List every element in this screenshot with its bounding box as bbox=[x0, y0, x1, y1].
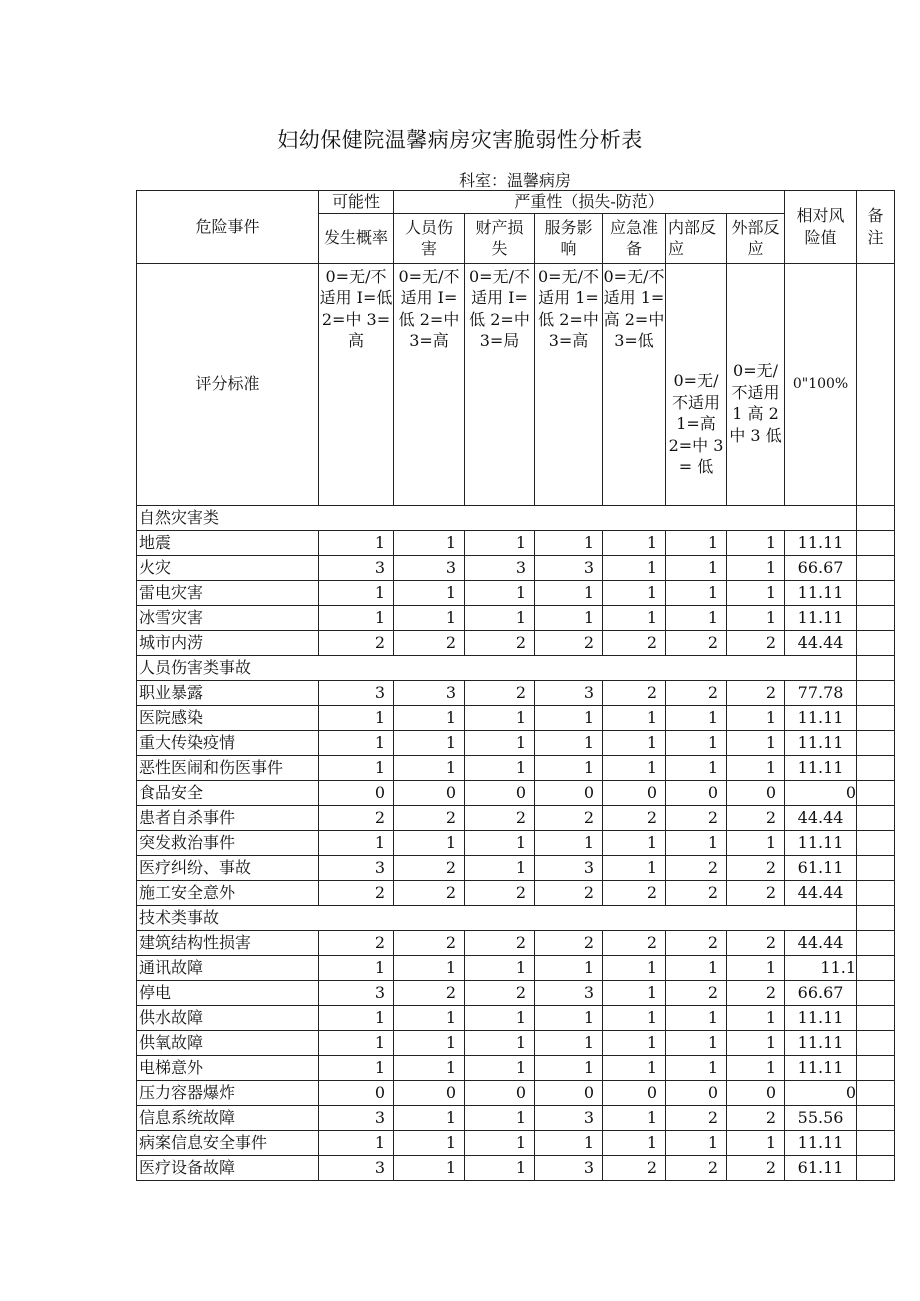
table-row bbox=[137, 580, 895, 605]
score-cell: 3 bbox=[319, 1155, 394, 1180]
score-cell: 1 bbox=[666, 1005, 727, 1030]
remark-cell bbox=[857, 680, 895, 705]
table-row bbox=[137, 530, 895, 555]
risk-value: 61.11 bbox=[785, 855, 857, 880]
score-cell: 1 bbox=[666, 580, 727, 605]
score-cell: 1 bbox=[394, 1130, 465, 1155]
score-cell: 2 bbox=[465, 680, 535, 705]
score-cell: 2 bbox=[465, 880, 535, 905]
score-cell: 1 bbox=[319, 830, 394, 855]
table-row bbox=[137, 630, 895, 655]
score-cell: 1 bbox=[603, 1130, 666, 1155]
risk-value: 77.78 bbox=[785, 680, 857, 705]
score-cell: 1 bbox=[727, 830, 785, 855]
score-cell: 1 bbox=[535, 1030, 603, 1055]
risk-value: 0 bbox=[785, 780, 857, 805]
score-cell: 1 bbox=[535, 705, 603, 730]
event-name: 医疗纠纷、事故 bbox=[137, 855, 319, 880]
score-cell: 1 bbox=[394, 1105, 465, 1130]
score-cell: 1 bbox=[727, 1130, 785, 1155]
remark-cell bbox=[857, 755, 895, 780]
score-cell: 0 bbox=[666, 1080, 727, 1105]
score-cell: 2 bbox=[319, 880, 394, 905]
score-cell: 1 bbox=[394, 730, 465, 755]
score-cell: 3 bbox=[319, 680, 394, 705]
score-cell: 1 bbox=[465, 955, 535, 980]
remark-cell bbox=[857, 1030, 895, 1055]
event-name: 职业暴露 bbox=[137, 680, 319, 705]
score-cell: 1 bbox=[535, 580, 603, 605]
score-cell: 0 bbox=[727, 780, 785, 805]
score-cell: 3 bbox=[319, 855, 394, 880]
score-cell: 1 bbox=[535, 1005, 603, 1030]
score-cell: 2 bbox=[666, 805, 727, 830]
remark-cell bbox=[857, 505, 895, 530]
score-cell: 1 bbox=[465, 705, 535, 730]
score-cell: 2 bbox=[535, 630, 603, 655]
remark-cell bbox=[857, 1130, 895, 1155]
score-cell: 1 bbox=[319, 955, 394, 980]
remark-cell bbox=[857, 555, 895, 580]
header-col-emergency-prep: 应急准备 bbox=[603, 213, 666, 263]
category-row bbox=[137, 655, 895, 680]
score-cell: 1 bbox=[319, 730, 394, 755]
risk-value: 0 bbox=[785, 1080, 857, 1105]
score-cell: 3 bbox=[319, 555, 394, 580]
score-cell: 3 bbox=[535, 680, 603, 705]
score-cell: 2 bbox=[666, 630, 727, 655]
score-cell: 1 bbox=[319, 755, 394, 780]
score-cell: 0 bbox=[394, 1080, 465, 1105]
score-cell: 1 bbox=[666, 830, 727, 855]
score-cell: 2 bbox=[603, 680, 666, 705]
score-cell: 1 bbox=[394, 605, 465, 630]
criteria-label: 评分标准 bbox=[137, 263, 319, 505]
score-cell: 1 bbox=[603, 1105, 666, 1130]
score-cell: 1 bbox=[394, 1155, 465, 1180]
table-row bbox=[137, 1055, 895, 1080]
table-row bbox=[137, 855, 895, 880]
header-possibility: 可能性 bbox=[319, 191, 394, 214]
score-cell: 2 bbox=[666, 880, 727, 905]
event-name: 供水故障 bbox=[137, 1005, 319, 1030]
event-name: 建筑结构性损害 bbox=[137, 930, 319, 955]
remark-cell bbox=[857, 930, 895, 955]
score-cell: 1 bbox=[603, 555, 666, 580]
score-cell: 0 bbox=[727, 1080, 785, 1105]
score-cell: 1 bbox=[666, 555, 727, 580]
score-cell: 1 bbox=[535, 605, 603, 630]
score-cell: 2 bbox=[603, 805, 666, 830]
score-cell: 2 bbox=[666, 855, 727, 880]
score-cell: 1 bbox=[666, 605, 727, 630]
score-cell: 2 bbox=[666, 930, 727, 955]
table-row bbox=[137, 1030, 895, 1055]
score-cell: 2 bbox=[319, 630, 394, 655]
score-cell: 1 bbox=[465, 1005, 535, 1030]
event-name: 医疗设备故障 bbox=[137, 1155, 319, 1180]
score-cell: 1 bbox=[535, 955, 603, 980]
score-cell: 2 bbox=[727, 1105, 785, 1130]
department-label: 科室：温馨病房 bbox=[458, 171, 571, 190]
table-row bbox=[137, 955, 895, 980]
event-name: 城市内涝 bbox=[137, 630, 319, 655]
remark-cell bbox=[857, 705, 895, 730]
header-col-external-response: 外部反应 bbox=[727, 213, 785, 263]
score-cell: 1 bbox=[603, 1030, 666, 1055]
score-cell: 2 bbox=[666, 980, 727, 1005]
score-cell: 1 bbox=[465, 755, 535, 780]
risk-value: 66.67 bbox=[785, 555, 857, 580]
score-cell: 1 bbox=[603, 830, 666, 855]
score-cell: 1 bbox=[603, 1005, 666, 1030]
event-name: 地震 bbox=[137, 530, 319, 555]
score-cell: 1 bbox=[465, 1105, 535, 1130]
score-cell: 1 bbox=[394, 755, 465, 780]
score-cell: 3 bbox=[535, 980, 603, 1005]
table-row bbox=[137, 680, 895, 705]
score-cell: 1 bbox=[465, 1055, 535, 1080]
remark-cell bbox=[857, 955, 895, 980]
score-cell: 0 bbox=[319, 780, 394, 805]
header-event: 危险事件 bbox=[137, 191, 319, 264]
risk-value: 66.67 bbox=[785, 980, 857, 1005]
risk-value: 61.11 bbox=[785, 1155, 857, 1180]
table-row bbox=[137, 1105, 895, 1130]
score-cell: 2 bbox=[465, 630, 535, 655]
score-cell: 1 bbox=[535, 755, 603, 780]
score-cell: 1 bbox=[727, 705, 785, 730]
event-name: 火灾 bbox=[137, 555, 319, 580]
score-cell: 1 bbox=[603, 605, 666, 630]
score-cell: 1 bbox=[666, 730, 727, 755]
remark-cell bbox=[857, 980, 895, 1005]
score-cell: 1 bbox=[727, 1055, 785, 1080]
header-col-service-impact: 服务影响 bbox=[535, 213, 603, 263]
criteria-personnel-injury: 0=无/不适用 I=低 2=中 3=高 bbox=[394, 263, 465, 505]
score-cell: 1 bbox=[394, 955, 465, 980]
score-cell: 0 bbox=[603, 780, 666, 805]
score-cell: 1 bbox=[666, 755, 727, 780]
risk-value: 11.11 bbox=[785, 730, 857, 755]
risk-value: 44.44 bbox=[785, 805, 857, 830]
score-cell: 2 bbox=[394, 805, 465, 830]
score-cell: 3 bbox=[535, 1155, 603, 1180]
score-cell: 2 bbox=[465, 805, 535, 830]
header-severity: 严重性（损失-防范） bbox=[394, 191, 785, 214]
criteria-service-impact: 0=无/不适用 1=低 2=中 3=高 bbox=[535, 263, 603, 505]
table-row bbox=[137, 705, 895, 730]
score-cell: 2 bbox=[394, 930, 465, 955]
event-name: 重大传染疫情 bbox=[137, 730, 319, 755]
event-name: 供氧故障 bbox=[137, 1030, 319, 1055]
score-cell: 2 bbox=[666, 1155, 727, 1180]
risk-value: 11.11 bbox=[785, 755, 857, 780]
score-cell: 2 bbox=[603, 930, 666, 955]
vulnerability-table bbox=[136, 190, 895, 1181]
table-row bbox=[137, 880, 895, 905]
event-name: 医院感染 bbox=[137, 705, 319, 730]
score-cell: 2 bbox=[394, 855, 465, 880]
score-cell: 1 bbox=[465, 855, 535, 880]
score-cell: 2 bbox=[727, 630, 785, 655]
category-name: 自然灾害类 bbox=[137, 505, 857, 530]
score-cell: 1 bbox=[319, 1005, 394, 1030]
score-cell: 0 bbox=[319, 1080, 394, 1105]
risk-value: 11.11 bbox=[785, 1005, 857, 1030]
event-name: 患者自杀事件 bbox=[137, 805, 319, 830]
criteria-risk: 0"100% bbox=[785, 263, 857, 505]
header-col-internal-response: 内部反应 bbox=[666, 213, 727, 263]
table-row bbox=[137, 555, 895, 580]
score-cell: 3 bbox=[394, 680, 465, 705]
event-name: 通讯故障 bbox=[137, 955, 319, 980]
score-cell: 2 bbox=[535, 930, 603, 955]
event-name: 突发救治事件 bbox=[137, 830, 319, 855]
risk-value: 11.11 bbox=[785, 705, 857, 730]
criteria-emergency-prep: 0=无/不适用 1=高 2=中 3=低 bbox=[603, 263, 666, 505]
event-name: 信息系统故障 bbox=[137, 1105, 319, 1130]
score-cell: 1 bbox=[465, 580, 535, 605]
score-cell: 2 bbox=[666, 680, 727, 705]
score-cell: 2 bbox=[666, 1105, 727, 1130]
header-remark: 备注 bbox=[857, 191, 895, 264]
score-cell: 1 bbox=[394, 830, 465, 855]
score-cell: 1 bbox=[603, 1055, 666, 1080]
risk-value: 11.11 bbox=[785, 605, 857, 630]
table-row bbox=[137, 1155, 895, 1180]
score-cell: 1 bbox=[727, 530, 785, 555]
header-col-personnel-injury: 人员伤害 bbox=[394, 213, 465, 263]
remark-cell bbox=[857, 630, 895, 655]
event-name: 压力容器爆炸 bbox=[137, 1080, 319, 1105]
criteria-property-loss: 0=无/不适用 I=低 2=中 3=局 bbox=[465, 263, 535, 505]
remark-cell bbox=[857, 780, 895, 805]
score-cell: 2 bbox=[603, 880, 666, 905]
score-cell: 1 bbox=[319, 705, 394, 730]
score-cell: 1 bbox=[319, 530, 394, 555]
score-cell: 1 bbox=[465, 1030, 535, 1055]
score-cell: 1 bbox=[603, 580, 666, 605]
score-cell: 2 bbox=[394, 630, 465, 655]
score-cell: 1 bbox=[394, 1030, 465, 1055]
table-row bbox=[137, 1130, 895, 1155]
score-cell: 1 bbox=[535, 530, 603, 555]
risk-value: 11.1 bbox=[785, 955, 857, 980]
score-cell: 1 bbox=[603, 705, 666, 730]
score-cell: 1 bbox=[603, 730, 666, 755]
remark-cell bbox=[857, 905, 895, 930]
event-name: 冰雪灾害 bbox=[137, 605, 319, 630]
category-name: 技术类事故 bbox=[137, 905, 857, 930]
risk-value: 11.11 bbox=[785, 830, 857, 855]
score-cell: 1 bbox=[319, 580, 394, 605]
criteria-row bbox=[137, 263, 895, 505]
score-cell: 1 bbox=[465, 730, 535, 755]
remark-cell bbox=[857, 1155, 895, 1180]
score-cell: 1 bbox=[535, 1130, 603, 1155]
score-cell: 2 bbox=[727, 880, 785, 905]
score-cell: 1 bbox=[727, 555, 785, 580]
score-cell: 2 bbox=[727, 805, 785, 830]
score-cell: 1 bbox=[535, 830, 603, 855]
score-cell: 0 bbox=[465, 1080, 535, 1105]
score-cell: 1 bbox=[319, 605, 394, 630]
risk-value: 44.44 bbox=[785, 630, 857, 655]
score-cell: 1 bbox=[727, 605, 785, 630]
score-cell: 2 bbox=[727, 680, 785, 705]
score-cell: 1 bbox=[727, 1005, 785, 1030]
score-cell: 2 bbox=[727, 980, 785, 1005]
score-cell: 3 bbox=[465, 555, 535, 580]
remark-cell bbox=[857, 655, 895, 680]
score-cell: 2 bbox=[319, 930, 394, 955]
remark-cell bbox=[857, 880, 895, 905]
score-cell: 1 bbox=[727, 1030, 785, 1055]
score-cell: 0 bbox=[394, 780, 465, 805]
score-cell: 2 bbox=[394, 980, 465, 1005]
score-cell: 2 bbox=[535, 880, 603, 905]
criteria-probability: 0=无/不适用 I=低 2=中 3=高 bbox=[319, 263, 394, 505]
risk-value: 11.11 bbox=[785, 580, 857, 605]
remark-cell bbox=[857, 605, 895, 630]
score-cell: 1 bbox=[666, 1030, 727, 1055]
score-cell: 3 bbox=[535, 855, 603, 880]
table-row bbox=[137, 605, 895, 630]
score-cell: 3 bbox=[319, 1105, 394, 1130]
score-cell: 2 bbox=[465, 980, 535, 1005]
score-cell: 1 bbox=[727, 580, 785, 605]
score-cell: 1 bbox=[465, 830, 535, 855]
risk-value: 11.11 bbox=[785, 530, 857, 555]
score-cell: 0 bbox=[535, 780, 603, 805]
remark-cell bbox=[857, 805, 895, 830]
score-cell: 1 bbox=[666, 530, 727, 555]
risk-value: 11.11 bbox=[785, 1130, 857, 1155]
score-cell: 2 bbox=[603, 630, 666, 655]
score-cell: 0 bbox=[465, 780, 535, 805]
score-cell: 0 bbox=[535, 1080, 603, 1105]
event-name: 施工安全意外 bbox=[137, 880, 319, 905]
score-cell: 1 bbox=[666, 1055, 727, 1080]
score-cell: 2 bbox=[535, 805, 603, 830]
event-name: 食品安全 bbox=[137, 780, 319, 805]
criteria-external-response: 0=无/不适用 1 高 2 中 3 低 bbox=[727, 263, 785, 505]
risk-value: 55.56 bbox=[785, 1105, 857, 1130]
remark-cell bbox=[857, 730, 895, 755]
score-cell: 1 bbox=[727, 955, 785, 980]
score-cell: 3 bbox=[394, 555, 465, 580]
score-cell: 2 bbox=[603, 1155, 666, 1180]
score-cell: 1 bbox=[319, 1030, 394, 1055]
score-cell: 1 bbox=[394, 705, 465, 730]
score-cell: 1 bbox=[465, 1130, 535, 1155]
score-cell: 1 bbox=[394, 1005, 465, 1030]
criteria-internal-response: 0=无/不适用 1=高 2=中 3 = 低 bbox=[666, 263, 727, 505]
remark-cell bbox=[857, 580, 895, 605]
remark-cell bbox=[857, 855, 895, 880]
event-name: 病案信息安全事件 bbox=[137, 1130, 319, 1155]
score-cell: 1 bbox=[727, 755, 785, 780]
criteria-remark bbox=[857, 263, 895, 505]
score-cell: 1 bbox=[535, 730, 603, 755]
score-cell: 1 bbox=[319, 1055, 394, 1080]
score-cell: 1 bbox=[535, 1055, 603, 1080]
remark-cell bbox=[857, 830, 895, 855]
table-row bbox=[137, 805, 895, 830]
remark-cell bbox=[857, 1105, 895, 1130]
score-cell: 1 bbox=[465, 530, 535, 555]
header-col-probability: 发生概率 bbox=[319, 213, 394, 263]
risk-value: 11.11 bbox=[785, 1030, 857, 1055]
score-cell: 3 bbox=[535, 555, 603, 580]
table-row bbox=[137, 1005, 895, 1030]
category-name: 人员伤害类事故 bbox=[137, 655, 857, 680]
table-row bbox=[137, 980, 895, 1005]
score-cell: 1 bbox=[603, 855, 666, 880]
table-row bbox=[137, 730, 895, 755]
score-cell: 2 bbox=[727, 1155, 785, 1180]
score-cell: 1 bbox=[603, 980, 666, 1005]
remark-cell bbox=[857, 1080, 895, 1105]
score-cell: 3 bbox=[535, 1105, 603, 1130]
score-cell: 1 bbox=[394, 530, 465, 555]
remark-cell bbox=[857, 1005, 895, 1030]
table-row bbox=[137, 1080, 895, 1105]
event-name: 雷电灾害 bbox=[137, 580, 319, 605]
score-cell: 1 bbox=[394, 1055, 465, 1080]
score-cell: 1 bbox=[666, 955, 727, 980]
event-name: 停电 bbox=[137, 980, 319, 1005]
score-cell: 2 bbox=[465, 930, 535, 955]
score-cell: 1 bbox=[465, 1155, 535, 1180]
category-row bbox=[137, 505, 895, 530]
score-cell: 1 bbox=[603, 955, 666, 980]
page-title: 妇幼保健院温馨病房灾害脆弱性分析表 bbox=[277, 128, 643, 152]
score-cell: 1 bbox=[319, 1130, 394, 1155]
table-row bbox=[137, 830, 895, 855]
score-cell: 2 bbox=[727, 930, 785, 955]
score-cell: 1 bbox=[603, 530, 666, 555]
category-row bbox=[137, 905, 895, 930]
table-row bbox=[137, 930, 895, 955]
score-cell: 1 bbox=[666, 705, 727, 730]
risk-value: 11.11 bbox=[785, 1055, 857, 1080]
remark-cell bbox=[857, 530, 895, 555]
score-cell: 2 bbox=[394, 880, 465, 905]
score-cell: 0 bbox=[603, 1080, 666, 1105]
score-cell: 1 bbox=[727, 730, 785, 755]
score-cell: 2 bbox=[727, 855, 785, 880]
table-row bbox=[137, 755, 895, 780]
risk-value: 44.44 bbox=[785, 880, 857, 905]
event-name: 恶性医闹和伤医事件 bbox=[137, 755, 319, 780]
header-col-property-loss: 财产损失 bbox=[465, 213, 535, 263]
score-cell: 1 bbox=[394, 580, 465, 605]
score-cell: 1 bbox=[603, 755, 666, 780]
score-cell: 1 bbox=[465, 605, 535, 630]
header-risk: 相对风险值 bbox=[785, 191, 857, 264]
score-cell: 1 bbox=[666, 1130, 727, 1155]
score-cell: 0 bbox=[666, 780, 727, 805]
remark-cell bbox=[857, 1055, 895, 1080]
score-cell: 3 bbox=[319, 980, 394, 1005]
score-cell: 2 bbox=[319, 805, 394, 830]
table-row bbox=[137, 780, 895, 805]
risk-value: 44.44 bbox=[785, 930, 857, 955]
event-name: 电梯意外 bbox=[137, 1055, 319, 1080]
